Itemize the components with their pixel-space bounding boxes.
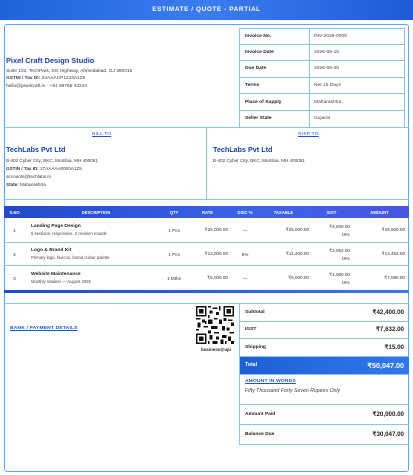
row-description	[25, 272, 161, 284]
row-taxable: ₹11,400.00	[285, 251, 309, 256]
igst-value: ₹7,632.00	[375, 326, 404, 334]
bill-to-state	[6, 182, 46, 187]
meta-value: Gujarat	[310, 111, 405, 127]
subtotal-label: Subtotal	[245, 309, 265, 315]
igst-percent: 18%	[341, 279, 350, 285]
row-amount: ₹29,500.00	[381, 227, 405, 232]
seller-gstin-label: GSTIN / Tax ID:	[6, 76, 41, 81]
meta-key: Invoice Date	[239, 45, 310, 61]
amount-in-words-label: AMOUNT IN WORDS	[245, 378, 296, 384]
row-igst	[313, 272, 354, 285]
header-disc: DISC %	[237, 209, 253, 215]
igst-amount: ₹1,080.00	[329, 271, 350, 277]
row-sno: 1	[13, 227, 16, 233]
meta-key: Place of Supply	[239, 94, 310, 110]
item-subtitle: Monthly retainer — August 2026	[31, 279, 91, 284]
meta-key: Seller State	[239, 111, 310, 127]
meta-value: 2026-08-30	[310, 61, 405, 77]
total-value: ₹50,047.00	[367, 360, 404, 370]
row-rate: ₹6,000.00	[207, 275, 228, 280]
header-igst: IGST	[326, 209, 337, 215]
header-qty: QTY	[169, 209, 179, 215]
subtotal-value: ₹42,400.00	[372, 308, 404, 316]
seller-name: Pixel Craft Design Studio	[6, 56, 95, 65]
row-description	[25, 224, 161, 236]
row-description	[25, 248, 161, 260]
document-banner: ESTIMATE / QUOTE - PARTIAL	[0, 0, 413, 20]
igst-percent: 18%	[341, 231, 350, 237]
total-label: Total	[245, 362, 258, 369]
meta-row	[239, 28, 405, 45]
amount-paid-row	[240, 405, 409, 425]
meta-key: Due Date	[239, 61, 310, 77]
table-row	[4, 266, 409, 290]
row-disc: —	[242, 275, 248, 281]
header-description: DESCRIPTION	[81, 209, 111, 215]
row-qty: 1 Mths	[167, 275, 181, 281]
bill-to-name: TechLabs Pvt Ltd	[6, 145, 66, 154]
invoice-meta-table	[239, 28, 405, 128]
bill-to-address: B-402 Cyber City, BKC, Mumbai, MH 400051	[6, 158, 98, 163]
row-taxable: ₹25,000.00	[285, 227, 309, 232]
row-igst	[313, 248, 354, 261]
igst-label: IGST	[245, 327, 257, 333]
igst-amount: ₹2,052.00	[329, 247, 350, 253]
item-title: Website Maintenance	[31, 272, 81, 277]
items-header-row	[4, 206, 409, 218]
upi-qr-code-icon	[196, 306, 234, 344]
seller-contact: hello@pixelcraft.in · +91 98765 43210	[6, 84, 88, 89]
header-rate: RATE	[201, 209, 214, 215]
row-qty: 1 Pcs	[168, 251, 180, 257]
table-row	[4, 243, 409, 266]
item-subtitle: Primary logo, favicon, brand colour palette	[31, 255, 110, 260]
bill-to-email: accounts@techlabs.in	[6, 174, 52, 179]
upi-id-label: business@upi	[201, 347, 231, 352]
shipping-label: Shipping	[245, 344, 266, 350]
shipping-row	[240, 339, 409, 357]
amount-in-words	[240, 375, 409, 405]
item-subtitle: 5 sections, responsive, 2 revision rounds	[31, 231, 107, 236]
bill-to-state-label: State:	[6, 182, 19, 187]
meta-value: Net 15 Days	[310, 78, 405, 94]
bill-to-heading: BILL TO	[92, 132, 112, 137]
row-rate: ₹12,000.00	[204, 251, 228, 256]
bill-to-gstin-value: 27AAAAA0000A1Z5	[40, 166, 82, 171]
meta-row	[239, 61, 405, 78]
row-qty: 1 Pcs	[168, 227, 180, 233]
amount-paid-value: ₹20,000.00	[372, 410, 404, 418]
seller-address: Suite 102, TechPark, SG Highway, Ahmedabad, GJ 380015	[6, 69, 133, 74]
amount-paid-label: Amount Paid	[245, 411, 276, 417]
header-taxable: TAXABLE	[273, 209, 294, 215]
row-taxable: ₹6,000.00	[288, 275, 309, 280]
balance-due-row	[240, 425, 409, 445]
total-row	[240, 357, 409, 375]
amount-in-words-value: Fifty Thousand Forty Seven Rupees Only	[245, 387, 341, 394]
meta-key: Terms	[239, 78, 310, 94]
bill-to-gstin	[6, 166, 82, 171]
item-title: Landing Page Design	[31, 224, 81, 229]
row-sno: 3	[13, 275, 16, 281]
section-divider	[4, 199, 409, 200]
igst-percent: 18%	[341, 255, 350, 261]
ship-to-address: B-402 Cyber City, BKC, Mumbai, MH 400051	[213, 158, 305, 163]
meta-key: Invoice No.	[239, 29, 310, 44]
row-sno: 2	[13, 251, 16, 257]
totals-panel	[239, 304, 409, 445]
seller-gstin	[6, 76, 85, 81]
item-title: Logo & Brand Kit	[31, 248, 72, 253]
meta-row	[239, 111, 405, 128]
ship-to-name: TechLabs Pvt Ltd	[213, 145, 273, 154]
shipping-value: ₹15.00	[384, 343, 404, 351]
ship-to-heading: SHIP TO	[298, 132, 319, 137]
row-rate: ₹25,000.00	[204, 227, 228, 232]
row-amount: ₹13,452.00	[381, 251, 405, 256]
row-disc: 5%	[241, 251, 249, 257]
row-disc: —	[242, 227, 248, 233]
igst-amount: ₹4,500.00	[329, 223, 350, 229]
meta-row	[239, 94, 405, 111]
row-amount: ₹7,080.00	[384, 275, 405, 280]
meta-value: 2026-08-15	[310, 45, 405, 61]
header-sno: S.NO	[9, 209, 20, 215]
bill-to-state-value: Maharashtra	[20, 182, 46, 187]
header-amount: AMOUNT	[370, 209, 389, 215]
meta-row	[239, 45, 405, 62]
igst-row	[240, 322, 409, 340]
items-table	[4, 206, 409, 293]
party-divider	[206, 127, 207, 199]
subtotal-row	[240, 304, 409, 322]
bill-to-gstin-label: GSTIN / Tax ID:	[6, 166, 39, 171]
row-igst	[313, 224, 354, 237]
items-table-footer-bar	[4, 290, 409, 293]
meta-row	[239, 78, 405, 95]
meta-value: INV-2026-0008	[310, 29, 405, 44]
seller-gstin-value: 24AAACP1234A1Z5	[41, 76, 86, 81]
balance-due-value: ₹30,047.00	[372, 430, 404, 438]
table-row	[4, 218, 409, 243]
meta-value: Maharashtra	[310, 94, 405, 110]
bank-details-heading: BANK / PAYMENT DETAILS	[10, 326, 78, 331]
balance-due-label: Balance Due	[245, 431, 275, 437]
